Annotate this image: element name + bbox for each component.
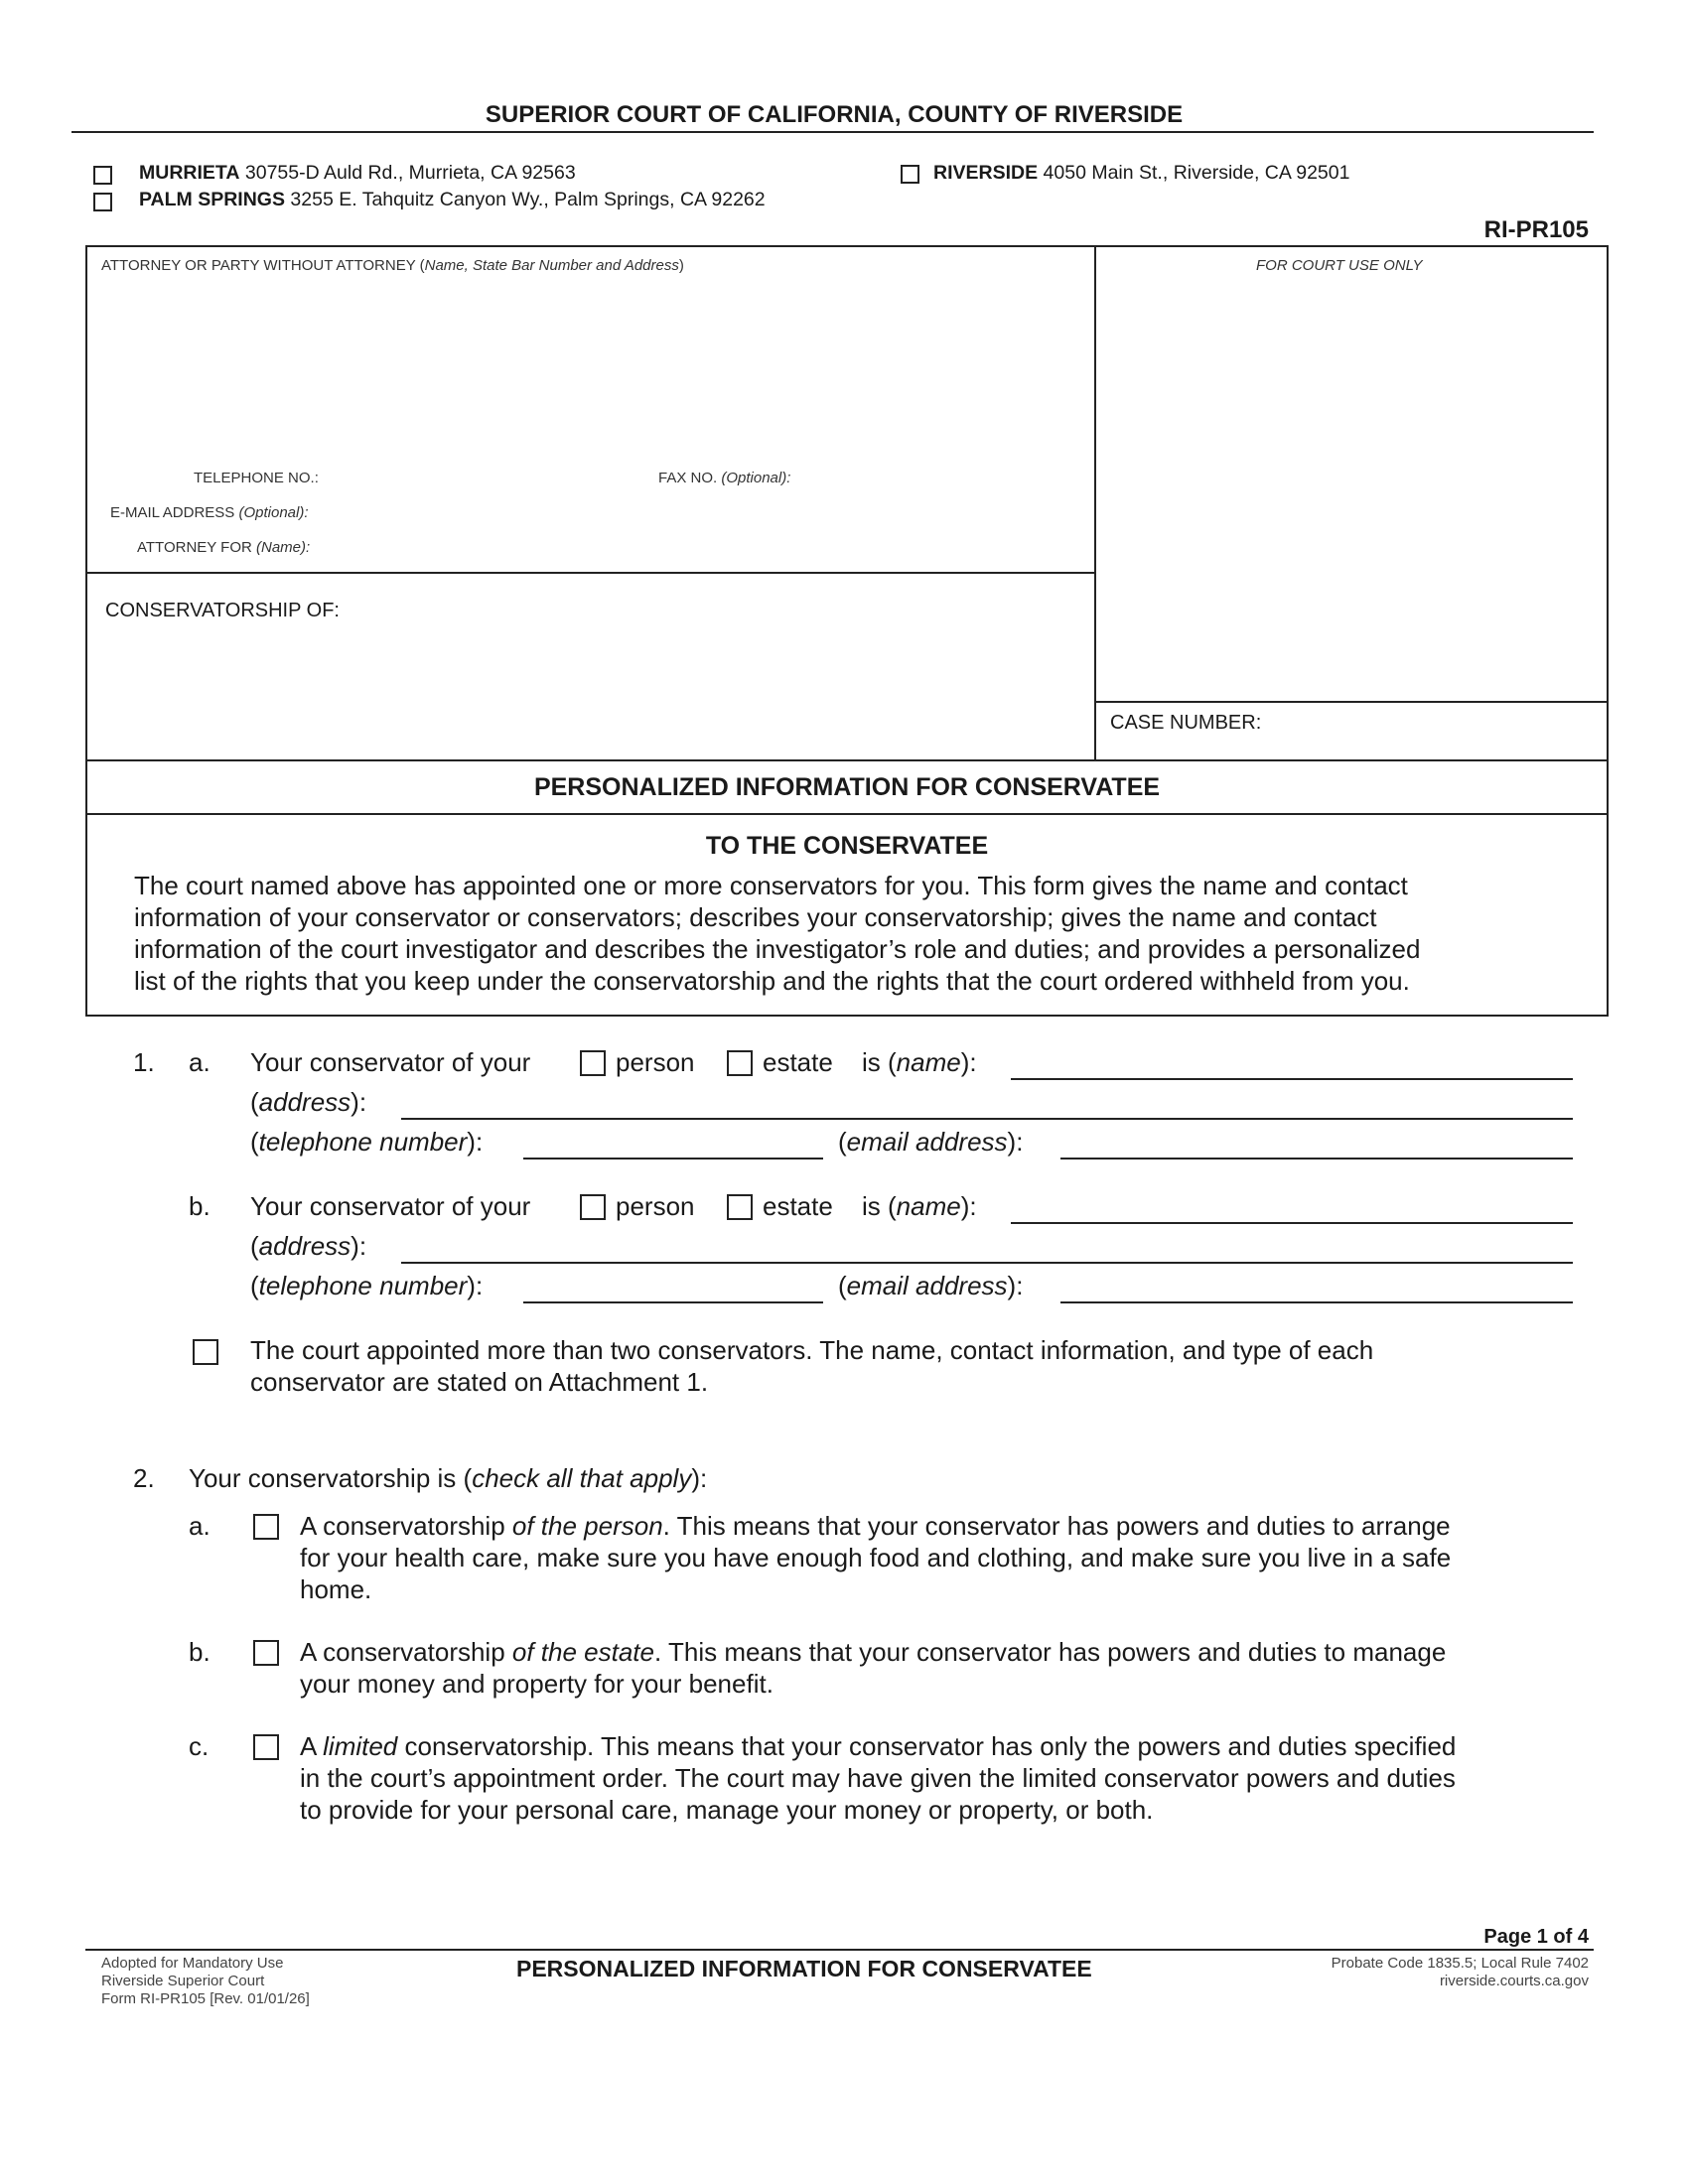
item-2c-text: A limited conservatorship. This means that your conservator has only the powers and duties specified in the court’s appointment order. The court may have given the limited conservator powers and duties to provide for your personal care, manage your money or property, or both.: [300, 1731, 1457, 1825]
item-2c-letter: c.: [189, 1731, 210, 1761]
fax-label: FAX NO. (Optional):: [658, 470, 791, 486]
section-2-lead: Your conservatorship is (check all that apply):: [189, 1463, 708, 1493]
person-conservatorship-checkbox[interactable]: [253, 1514, 279, 1540]
limited-conservatorship-checkbox[interactable]: [253, 1734, 279, 1760]
section-2-number: 2.: [133, 1463, 155, 1493]
item-1b-person-label: person: [616, 1191, 695, 1221]
case-number-field[interactable]: [1110, 737, 1597, 756]
item-1a-letter: a.: [189, 1047, 211, 1077]
telephone-label: TELEPHONE NO.:: [194, 470, 319, 486]
footer-left: Adopted for Mandatory Use Riverside Superior Court Form RI-PR105 [Rev. 01/01/26]: [101, 1955, 310, 2007]
form-title: PERSONALIZED INFORMATION FOR CONSERVATEE: [533, 773, 1161, 801]
attorney-address-field[interactable]: [95, 283, 1086, 452]
item-1a-phone-field[interactable]: [523, 1158, 823, 1160]
item-1a-address-label: (address):: [250, 1087, 367, 1117]
more-conservators-text: The court appointed more than two conservators. The name, contact information, and type of each conservator are stated on Attachment 1.: [250, 1335, 1374, 1397]
telephone-field[interactable]: [338, 465, 635, 486]
riverside-checkbox[interactable]: [901, 165, 919, 184]
item-1a-phone-label: (telephone number):: [250, 1127, 484, 1157]
attorney-label: ATTORNEY OR PARTY WITHOUT ATTORNEY (Name, State Bar Number and Address): [101, 257, 684, 274]
item-1a-name-label: is (name):: [862, 1047, 977, 1077]
item-1b-name-label: is (name):: [862, 1191, 977, 1221]
item-1a-address-field[interactable]: [401, 1118, 1573, 1120]
conservatorship-of-label: CONSERVATORSHIP OF:: [105, 600, 340, 621]
footer-rule: [85, 1949, 1594, 1951]
intro-paragraph: The court named above has appointed one or more conservators for you. This form gives the name and contact information of your conservator or conservators; describes your conservatorship; gives the name and contact information of the court investigator and describes the investigator’s role and duties; and provides a personalized list of the rights that you keep under the conservatorship and the rights that the court ordered withheld from you.: [134, 871, 1421, 996]
item-2b-letter: b.: [189, 1637, 211, 1667]
intro-heading: TO THE CONSERVATEE: [705, 832, 989, 860]
item-1b-address-label: (address):: [250, 1231, 367, 1261]
case-number-label: CASE NUMBER:: [1110, 712, 1262, 734]
form-id: RI-PR105: [1483, 216, 1589, 243]
page-number: Page 1 of 4: [1483, 1926, 1589, 1948]
footer-right: Probate Code 1835.5; Local Rule 7402 riverside.courts.ca.gov: [1331, 1955, 1589, 1989]
item-1b-phone-label: (telephone number):: [250, 1271, 484, 1300]
item-1b-phone-field[interactable]: [523, 1301, 823, 1303]
palm-springs-location: PALM SPRINGS 3255 E. Tahquitz Canyon Wy., Palm Springs, CA 92262: [139, 189, 766, 210]
item-1b-lead: Your conservator of your: [250, 1191, 531, 1221]
item-1b-email-field[interactable]: [1060, 1301, 1573, 1303]
item-1a-person-label: person: [616, 1047, 695, 1077]
attorney-for-field[interactable]: [338, 534, 1082, 556]
item-1a-email-label: (email address):: [838, 1127, 1024, 1157]
caption-vertical-divider: [1094, 245, 1096, 761]
item-1b-letter: b.: [189, 1191, 211, 1221]
item-1b-name-field[interactable]: [1011, 1222, 1573, 1224]
fax-field[interactable]: [814, 465, 1082, 486]
more-conservators-checkbox[interactable]: [193, 1339, 218, 1365]
item-1a-person-checkbox[interactable]: [580, 1050, 606, 1076]
palm-springs-checkbox[interactable]: [93, 193, 112, 211]
item-2a-letter: a.: [189, 1511, 211, 1541]
item-1a-lead: Your conservator of your: [250, 1047, 531, 1077]
riverside-location: RIVERSIDE 4050 Main St., Riverside, CA 92501: [933, 162, 1350, 184]
estate-conservatorship-checkbox[interactable]: [253, 1640, 279, 1666]
item-1a-estate-checkbox[interactable]: [727, 1050, 753, 1076]
email-field[interactable]: [338, 499, 1082, 521]
section-1-number: 1.: [133, 1047, 155, 1077]
conservatorship-of-field[interactable]: [105, 630, 1083, 750]
item-1a-email-field[interactable]: [1060, 1158, 1573, 1160]
attorney-for-label: ATTORNEY FOR (Name):: [137, 539, 311, 556]
item-2b-text: A conservatorship of the estate. This means that your conservator has powers and duties to manage your money and property for your benefit.: [300, 1637, 1447, 1699]
item-2a-text: A conservatorship of the person. This means that your conservator has powers and duties to arrange for your health care, make sure you have enough food and clothing, and make sure you live in a safe home.: [300, 1511, 1452, 1604]
item-1b-email-label: (email address):: [838, 1271, 1024, 1300]
murrieta-checkbox[interactable]: [93, 166, 112, 185]
item-1a-estate-label: estate: [763, 1047, 833, 1077]
court-title: SUPERIOR COURT OF CALIFORNIA, COUNTY OF RIVERSIDE: [485, 101, 1184, 128]
item-1b-estate-label: estate: [763, 1191, 833, 1221]
item-1b-address-field[interactable]: [401, 1262, 1573, 1264]
item-1a-name-field[interactable]: [1011, 1078, 1573, 1080]
court-use-label: FOR COURT USE ONLY: [1256, 257, 1423, 274]
item-1b-person-checkbox[interactable]: [580, 1194, 606, 1220]
item-1b-estate-checkbox[interactable]: [727, 1194, 753, 1220]
murrieta-location: MURRIETA 30755-D Auld Rd., Murrieta, CA 92563: [139, 162, 576, 184]
caption-horizontal-divider: [85, 572, 1096, 574]
footer-form-title: PERSONALIZED INFORMATION FOR CONSERVATEE: [516, 1956, 1092, 1981]
case-number-divider: [1094, 701, 1609, 703]
header-rule: [71, 131, 1594, 133]
email-label: E-MAIL ADDRESS (Optional):: [110, 504, 309, 521]
